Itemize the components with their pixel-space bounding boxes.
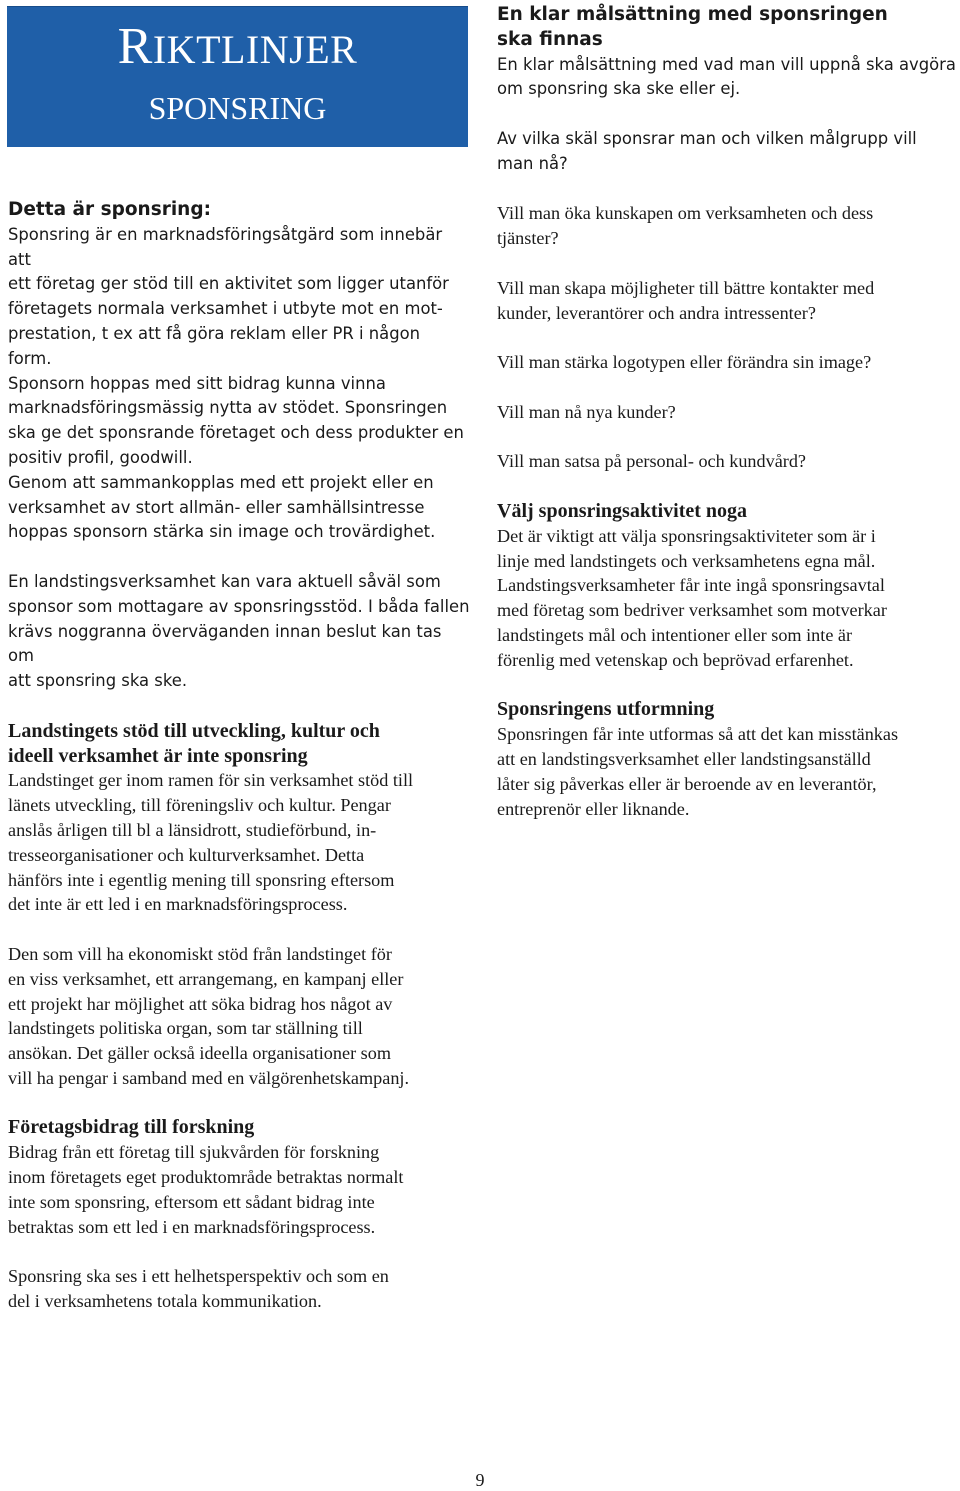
text-line: positiv profil, goodwill.	[8, 447, 193, 467]
text-line: krävs noggranna överväganden innan beslut kan tas om	[8, 621, 442, 666]
text-line: inom företagets eget produktområde betraktas normalt	[8, 1167, 404, 1188]
section-heading: Företagsbidrag till forskning	[8, 1116, 255, 1139]
text-line: verksamhet av stort allmän- eller samhällsintresse	[8, 497, 425, 517]
text-line: Av vilka skäl sponsrar man och vilken målgrupp vill	[497, 128, 917, 148]
text-line: företagets normala verksamhet i utbyte mot en mot-	[8, 299, 443, 319]
text-line: om sponsring ska ske eller ej.	[497, 79, 741, 99]
paragraph-gap	[497, 102, 957, 127]
text-line: förenlig med vetenskap och beprövad erfarenhet.	[497, 649, 854, 670]
text-line: entreprenör eller liknande.	[497, 798, 690, 819]
text-line: Vill man skapa möjligheter till bättre kontakter med	[497, 277, 875, 298]
section-heading: Landstingets stöd till utveckling, kultur och	[8, 719, 380, 742]
text-line: En landstingsverksamhet kan vara aktuell såväl som	[8, 571, 441, 591]
text-line	[8, 396, 470, 421]
text-line: Sponsorn hoppas med sitt bidrag kunna vinna	[8, 373, 386, 393]
text-line: anslås årligen till bl a länsidrott, studieförbund, in-	[8, 819, 377, 840]
text-line: linje med landstingets och verksamhetens egna mål.	[497, 550, 876, 571]
paragraph-gap	[8, 545, 470, 570]
text-span: marknadsföringsmässig nytta av stödet.	[8, 398, 340, 418]
section-heading: Välj sponsringsaktivitet noga	[497, 499, 748, 522]
paragraph-gap	[497, 425, 957, 450]
text-line: ska ge det sponsrande företaget och dess produkter en	[8, 423, 464, 443]
paragraph-gap	[497, 177, 957, 202]
text-line: Sponsring är en marknadsföringsåtgärd som innebär att	[8, 224, 443, 269]
paragraph-gap	[8, 1239, 470, 1264]
text-line: Den som vill ha ekonomiskt stöd från landstinget för	[8, 943, 392, 964]
text-line: Vill man nå nya kunder?	[497, 401, 676, 422]
text-line: ett projekt har möjlighet att söka bidrag hos något av	[8, 993, 393, 1014]
text-span: I båda fallen	[362, 596, 470, 616]
left-column	[8, 198, 470, 1314]
paragraph-gap	[497, 673, 957, 698]
text-line: form.	[8, 348, 52, 368]
section-heading: Sponsringens utformning	[497, 698, 715, 721]
paragraph-gap	[8, 917, 470, 942]
text-line: vill ha pengar i samband med en välgörenhetskampanj.	[8, 1067, 410, 1088]
text-line: det inte är ett led i en marknadsföringsprocess.	[8, 894, 348, 915]
text-line: man nå?	[497, 153, 568, 173]
text-line: länets utveckling, till föreningsliv och kultur. Pengar	[8, 795, 391, 816]
text-line: en viss verksamhet, ett arrangemang, en kampanj eller	[8, 968, 404, 989]
text-line: Sponsring ska ses i ett helhetsperspektiv och som en	[8, 1266, 389, 1287]
paragraph-gap	[497, 251, 957, 276]
text-span: sponsor som mottagare av sponsringsstöd.	[8, 596, 363, 616]
text-line	[8, 595, 470, 620]
text-line: ansökan. Det gäller också ideella organisationer som	[8, 1043, 391, 1064]
banner-title-initial: R	[117, 18, 153, 75]
text-line: att sponsring ska ske.	[8, 671, 188, 691]
text-line: kunder, leverantörer och andra intressenter?	[497, 302, 816, 323]
text-span: Sponsringen	[339, 398, 448, 418]
banner-subtitle: SPONSRING	[148, 90, 327, 126]
text-line: Vill man satsa på personal- och kundvård?	[497, 451, 807, 472]
section-heading: ideell verksamhet är inte sponsring	[8, 744, 308, 767]
text-line: hoppas sponsorn stärka sin image och trovärdighet.	[8, 522, 436, 542]
text-line: En klar målsättning med vad man vill uppnå ska avgöra	[497, 54, 956, 74]
text-line: med företag som bedriver verksamhet som motverkar	[497, 600, 887, 621]
banner-title	[7, 18, 468, 75]
text-line: Genom att sammankopplas med ett projekt eller en	[8, 472, 434, 492]
text-line: tresseorganisationer och kulturverksamhet. Detta	[8, 844, 365, 865]
section-heading: En klar målsättning med sponsringen	[497, 4, 888, 25]
text-line: Landstingsverksamheter får inte ingå sponsringsavtal	[497, 575, 885, 596]
text-line: prestation, t ex att få göra reklam eller PR i någon	[8, 323, 421, 343]
text-line: ett företag ger stöd till en aktivitet som ligger utanför	[8, 274, 449, 294]
text-line: Sponsringen får inte utformas så att det kan misstänkas	[497, 724, 899, 745]
paragraph-gap	[497, 325, 957, 350]
section-heading: ska finnas	[497, 28, 603, 50]
page-number: 9	[475, 1470, 485, 1490]
text-line: Bidrag från ett företag till sjukvården för forskning	[8, 1142, 380, 1163]
text-line: inte som sponsring, eftersom ett sådant bidrag inte	[8, 1191, 375, 1212]
text-line: låter sig påverkas eller är beroende av en leverantör,	[497, 773, 877, 794]
right-column	[497, 3, 957, 821]
paragraph-gap	[8, 694, 470, 719]
text-line: tjänster?	[497, 228, 559, 249]
text-line: betraktas som ett led i en marknadsföringsprocess.	[8, 1216, 376, 1237]
banner-title-rest: IKTLINJER	[152, 27, 358, 72]
text-line: hänförs inte i egentlig mening till sponsring eftersom	[8, 869, 395, 890]
text-line: att en landstingsverksamhet eller landstingsanställd	[497, 748, 871, 769]
paragraph-gap	[497, 375, 957, 400]
section-heading: Detta är sponsring:	[8, 199, 211, 220]
paragraph-gap	[8, 1091, 470, 1116]
text-line: Vill man öka kunskapen om verksamheten och dess	[497, 203, 874, 224]
title-banner	[7, 6, 468, 147]
text-line: Landstinget ger inom ramen för sin verksamhet stöd till	[8, 770, 414, 791]
text-line: del i verksamhetens totala kommunikation.	[8, 1291, 322, 1312]
text-line: Det är viktigt att välja sponsringsaktiviteter som är i	[497, 525, 876, 546]
paragraph-gap	[497, 474, 957, 499]
text-line: landstingets politiska organ, som tar ställning till	[8, 1018, 363, 1039]
text-line: landstingets mål och intentioner eller som inte är	[497, 624, 853, 645]
text-line: Vill man stärka logotypen eller förändra sin image?	[497, 352, 872, 373]
